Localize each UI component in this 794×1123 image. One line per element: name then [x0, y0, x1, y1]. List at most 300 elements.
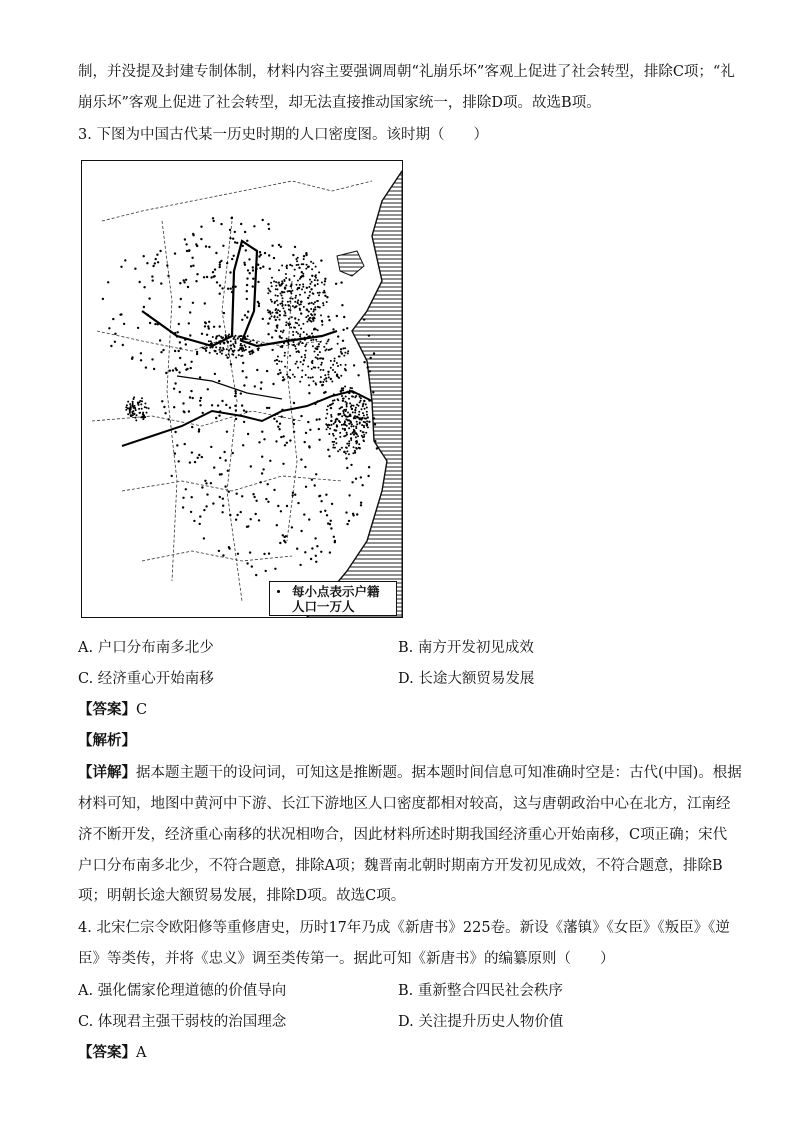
- population-dot: [135, 409, 137, 411]
- population-dot: [296, 548, 298, 550]
- population-dot: [252, 278, 254, 280]
- population-dot: [317, 283, 319, 285]
- population-dot: [200, 397, 202, 399]
- population-dot: [213, 466, 215, 468]
- population-dot: [184, 443, 186, 445]
- population-dot: [246, 316, 248, 318]
- population-dot: [221, 400, 223, 402]
- population-dot: [221, 353, 223, 355]
- population-dot: [307, 366, 309, 368]
- population-dot: [294, 494, 296, 496]
- population-dot: [306, 287, 308, 289]
- population-dot: [309, 317, 311, 319]
- population-dot: [276, 363, 278, 365]
- population-dot: [189, 461, 191, 463]
- population-dot: [239, 347, 241, 349]
- population-dot: [298, 338, 300, 340]
- population-dot: [205, 245, 207, 247]
- population-dot: [328, 319, 330, 321]
- population-dot: [208, 327, 210, 329]
- population-dot: [218, 415, 220, 417]
- population-dot: [358, 393, 360, 395]
- population-dot: [230, 363, 232, 365]
- population-dot: [309, 291, 311, 293]
- population-dot: [304, 466, 306, 468]
- population-dot: [295, 348, 297, 350]
- population-dot: [234, 286, 236, 288]
- population-dot: [316, 357, 318, 359]
- population-dot: [255, 500, 257, 502]
- population-dot: [325, 423, 327, 425]
- population-dot: [315, 384, 317, 386]
- population-dot: [304, 292, 306, 294]
- population-dot: [320, 500, 322, 502]
- population-dot: [305, 268, 307, 270]
- population-dot: [314, 403, 316, 405]
- population-dot: [294, 301, 296, 303]
- population-dot: [305, 316, 307, 318]
- population-dot: [321, 320, 323, 322]
- population-dot: [360, 502, 362, 504]
- population-dot: [160, 282, 162, 284]
- population-dot: [328, 349, 330, 351]
- population-dot: [340, 281, 342, 283]
- population-dot: [334, 358, 336, 360]
- population-dot: [267, 501, 269, 503]
- population-dot: [203, 509, 205, 511]
- population-dot: [317, 329, 319, 331]
- population-dot: [262, 266, 264, 268]
- population-dot: [179, 347, 181, 349]
- population-dot: [134, 407, 136, 409]
- population-dot: [356, 416, 358, 418]
- population-dot: [262, 468, 264, 470]
- population-dot: [260, 481, 262, 483]
- population-dot: [295, 295, 297, 297]
- population-dot: [281, 305, 283, 307]
- population-dot: [293, 341, 295, 343]
- population-dot: [305, 252, 307, 254]
- population-dot: [275, 294, 277, 296]
- population-dot: [246, 290, 248, 292]
- population-dot: [229, 237, 231, 239]
- population-dot: [306, 264, 308, 266]
- population-dot: [246, 240, 248, 242]
- population-dot: [281, 361, 283, 363]
- population-dot: [245, 249, 247, 251]
- population-dot: [350, 406, 352, 408]
- population-dot: [342, 428, 344, 430]
- population-dot: [215, 252, 217, 254]
- population-dot: [297, 280, 299, 282]
- population-dot: [372, 391, 374, 393]
- population-dot: [184, 238, 186, 240]
- population-dot: [198, 430, 200, 432]
- population-dot: [320, 376, 322, 378]
- population-dot: [283, 279, 285, 281]
- population-dot: [148, 297, 150, 299]
- population-dot: [110, 345, 112, 347]
- population-dot: [308, 518, 310, 520]
- population-dot: [282, 297, 284, 299]
- population-dot: [275, 285, 277, 287]
- population-dot: [298, 287, 300, 289]
- population-dot: [172, 369, 174, 371]
- population-dot: [198, 454, 200, 456]
- population-dot: [343, 355, 345, 357]
- population-dot: [204, 325, 206, 327]
- population-dot: [351, 481, 353, 483]
- population-dot: [311, 268, 313, 270]
- population-dot: [225, 336, 227, 338]
- population-dot: [260, 254, 262, 256]
- population-dot: [261, 431, 263, 433]
- population-dot: [301, 356, 303, 358]
- population-dot: [267, 333, 269, 335]
- population-dot: [336, 315, 338, 317]
- population-dot: [341, 395, 343, 397]
- population-dot: [330, 420, 332, 422]
- population-dot: [234, 231, 236, 233]
- population-dot: [242, 370, 244, 372]
- population-dot: [333, 360, 335, 362]
- q3-option-d: D. 长途大额贸易发展: [398, 671, 535, 687]
- population-dot: [191, 496, 193, 498]
- population-dot: [279, 423, 281, 425]
- population-dot: [219, 496, 221, 498]
- population-dot: [180, 298, 182, 300]
- population-dot: [279, 369, 281, 371]
- population-dot: [252, 339, 254, 341]
- population-dot: [306, 321, 308, 323]
- population-dot: [178, 306, 180, 308]
- population-dot: [281, 295, 283, 297]
- population-dot: [212, 271, 214, 273]
- population-dot: [314, 317, 316, 319]
- population-dot: [163, 406, 165, 408]
- detail-line-4: 户口分布南多北少，不符合题意，排除A项；魏晋南北朝时期南方开发初见成效，不符合题意，排除B: [78, 858, 723, 874]
- q4-option-d: D. 关注提升历史人物价值: [398, 1014, 564, 1030]
- population-dot: [219, 410, 221, 412]
- population-dot: [208, 321, 210, 323]
- population-dot: [141, 400, 143, 402]
- population-dot: [335, 438, 337, 440]
- population-dot: [352, 432, 354, 434]
- population-dot: [276, 359, 278, 361]
- population-dot: [295, 297, 297, 299]
- population-dot: [300, 530, 302, 532]
- population-dot: [349, 390, 351, 392]
- population-dot: [205, 505, 207, 507]
- population-dot: [245, 346, 247, 348]
- population-dot: [292, 344, 294, 346]
- population-dot: [215, 346, 217, 348]
- population-dot: [363, 434, 365, 436]
- boundaries: [92, 181, 372, 601]
- population-dot: [330, 367, 332, 369]
- population-dot: [344, 386, 346, 388]
- population-dot: [324, 295, 326, 297]
- population-dot: [286, 338, 288, 340]
- population-dot: [342, 347, 344, 349]
- population-dot: [279, 303, 281, 305]
- population-dot: [195, 280, 197, 282]
- population-dot: [284, 444, 286, 446]
- population-dot: [296, 260, 298, 262]
- population-dot: [303, 306, 305, 308]
- population-dot: [221, 340, 223, 342]
- population-dot: [356, 404, 358, 406]
- population-dot: [273, 418, 275, 420]
- population-dot: [282, 331, 284, 333]
- population-dot: [176, 444, 178, 446]
- population-dot: [363, 415, 365, 417]
- population-dot: [322, 369, 324, 371]
- population-dot: [345, 369, 347, 371]
- population-dot: [298, 319, 300, 321]
- population-dot: [260, 343, 262, 345]
- population-dot: [345, 416, 347, 418]
- population-dot: [226, 262, 228, 264]
- population-dot: [242, 444, 244, 446]
- population-dot: [280, 330, 282, 332]
- population-dot: [361, 408, 363, 410]
- population-dot: [225, 459, 227, 461]
- population-dot: [346, 450, 348, 452]
- population-dot: [374, 440, 376, 442]
- population-dot: [190, 361, 192, 363]
- population-dot: [222, 498, 224, 500]
- population-dot: [122, 344, 124, 346]
- population-dot: [275, 281, 277, 283]
- population-dot: [339, 436, 341, 438]
- population-dot: [143, 255, 145, 257]
- population-dot: [213, 220, 215, 222]
- population-dot: [219, 347, 221, 349]
- population-dot: [318, 271, 320, 273]
- population-dot: [235, 342, 237, 344]
- population-dot: [319, 358, 321, 360]
- population-dot: [313, 303, 315, 305]
- population-dot: [183, 410, 185, 412]
- population-dot: [301, 376, 303, 378]
- population-dot: [353, 446, 355, 448]
- population-dot: [269, 310, 271, 312]
- population-dot: [272, 383, 274, 385]
- population-dot: [229, 229, 231, 231]
- population-dot: [348, 440, 350, 442]
- population-dot: [312, 360, 314, 362]
- population-dot: [283, 540, 285, 542]
- population-dot: [345, 364, 347, 366]
- population-dot: [283, 536, 285, 538]
- population-dot: [305, 344, 307, 346]
- population-dot: [341, 387, 343, 389]
- population-dot: [311, 275, 313, 277]
- legend-line-1: 每小点表示户籍: [292, 584, 380, 599]
- population-dot: [192, 302, 194, 304]
- population-dot: [282, 282, 284, 284]
- population-dot: [294, 338, 296, 340]
- population-dot: [321, 282, 323, 284]
- population-dot: [267, 309, 269, 311]
- population-dot: [368, 466, 370, 468]
- population-dot: [271, 312, 273, 314]
- population-dot: [192, 265, 194, 267]
- q3-option-a: A. 户口分布南多北少: [78, 640, 214, 656]
- population-dot: [345, 511, 347, 513]
- population-dot: [326, 428, 328, 430]
- population-dot: [326, 514, 328, 516]
- population-dot: [146, 412, 148, 414]
- population-dot: [357, 374, 359, 376]
- population-dot: [364, 421, 366, 423]
- population-dot: [340, 364, 342, 366]
- text-line-1: 制，并没提及封建专制体制，材料内容主要强调周朝“礼崩乐坏”客观上促进了社会转型，排除C项；“礼: [78, 64, 735, 80]
- population-dot: [294, 376, 296, 378]
- population-dot: [326, 413, 328, 415]
- population-dot: [363, 431, 365, 433]
- population-dot: [275, 308, 277, 310]
- population-dot: [288, 318, 290, 320]
- population-dot: [355, 436, 357, 438]
- population-dot: [314, 279, 316, 281]
- sea-bohai: [337, 251, 364, 276]
- population-dot: [301, 263, 303, 265]
- population-dot: [296, 361, 298, 363]
- population-dot: [130, 405, 132, 407]
- population-dot: [314, 275, 316, 277]
- population-dot: [289, 278, 291, 280]
- population-dot: [250, 465, 252, 467]
- population-dot: [127, 401, 129, 403]
- population-dot: [151, 275, 153, 277]
- population-dot: [187, 286, 189, 288]
- population-dot: [300, 458, 302, 460]
- population-dot: [310, 288, 312, 290]
- population-dot: [310, 339, 312, 341]
- population-dot: [311, 547, 313, 549]
- population-dot: [229, 514, 231, 516]
- population-dot: [297, 333, 299, 335]
- population-dot: [339, 421, 341, 423]
- population-dot: [246, 341, 248, 343]
- population-dot: [237, 350, 239, 352]
- population-dot: [289, 309, 291, 311]
- population-dot: [282, 376, 284, 378]
- population-dot: [201, 486, 203, 488]
- population-dot: [258, 519, 260, 521]
- population-dot: [185, 369, 187, 371]
- population-dot: [279, 372, 281, 374]
- population-dot: [154, 323, 156, 325]
- population-dot: [244, 344, 246, 346]
- population-dot: [277, 288, 279, 290]
- population-dot: [134, 405, 136, 407]
- population-dot: [267, 322, 269, 324]
- population-dot: [188, 250, 190, 252]
- population-dot: [316, 348, 318, 350]
- population-dot: [324, 278, 326, 280]
- population-dot: [178, 350, 180, 352]
- population-dot: [240, 223, 242, 225]
- population-dot: [132, 403, 134, 405]
- population-dot: [362, 405, 364, 407]
- population-dot: [241, 350, 243, 352]
- population-dot: [204, 321, 206, 323]
- population-dot: [249, 272, 251, 274]
- population-dot: [234, 390, 236, 392]
- population-dot: [288, 305, 290, 307]
- population-dot: [302, 363, 304, 365]
- detail-text-1: 据本题主题干的设问词，可知这是推断题。据本题时间信息可知准确时空是：古代(中国)。根据: [136, 765, 742, 781]
- population-dot: [207, 388, 209, 390]
- population-dot: [296, 351, 298, 353]
- population-dot: [308, 392, 310, 394]
- population-dot: [340, 348, 342, 350]
- population-dot: [233, 255, 235, 257]
- population-dot: [279, 310, 281, 312]
- population-dot: [321, 324, 323, 326]
- population-dot: [309, 429, 311, 431]
- population-dot: [241, 355, 243, 357]
- population-dot: [345, 410, 347, 412]
- population-dot: [314, 306, 316, 308]
- population-dot: [286, 374, 288, 376]
- population-dot: [296, 284, 298, 286]
- population-dot: [300, 276, 302, 278]
- population-dot: [331, 381, 333, 383]
- population-dot: [322, 302, 324, 304]
- population-dot: [303, 258, 305, 260]
- population-dot: [271, 285, 273, 287]
- population-dot: [345, 435, 347, 437]
- population-dot: [240, 343, 242, 345]
- population-dot: [347, 350, 349, 352]
- population-dot: [157, 261, 159, 263]
- population-dot: [356, 442, 358, 444]
- population-dot: [147, 314, 149, 316]
- population-dot: [376, 447, 378, 449]
- population-dot: [185, 243, 187, 245]
- population-dot: [346, 425, 348, 427]
- population-dot: [339, 449, 341, 451]
- population-dot: [182, 506, 184, 508]
- answer-label: 【答案】: [78, 701, 136, 718]
- population-dot: [210, 446, 212, 448]
- population-dot: [325, 494, 327, 496]
- population-dot: [300, 361, 302, 363]
- population-dot: [335, 419, 337, 421]
- population-dot: [238, 354, 240, 356]
- population-dot: [366, 423, 368, 425]
- population-dot: [269, 268, 271, 270]
- population-dot: [334, 399, 336, 401]
- population-dot: [342, 410, 344, 412]
- population-dot: [342, 329, 344, 331]
- answer-value-4: A: [136, 1045, 147, 1061]
- population-dot: [316, 545, 318, 547]
- population-dot: [235, 357, 237, 359]
- population-dot: [227, 288, 229, 290]
- population-dot: [302, 283, 304, 285]
- population-dot: [348, 494, 350, 496]
- population-dot: [210, 276, 212, 278]
- population-dot: [289, 439, 291, 441]
- population-dot: [294, 269, 296, 271]
- population-dot: [252, 285, 254, 287]
- population-dot: [279, 542, 281, 544]
